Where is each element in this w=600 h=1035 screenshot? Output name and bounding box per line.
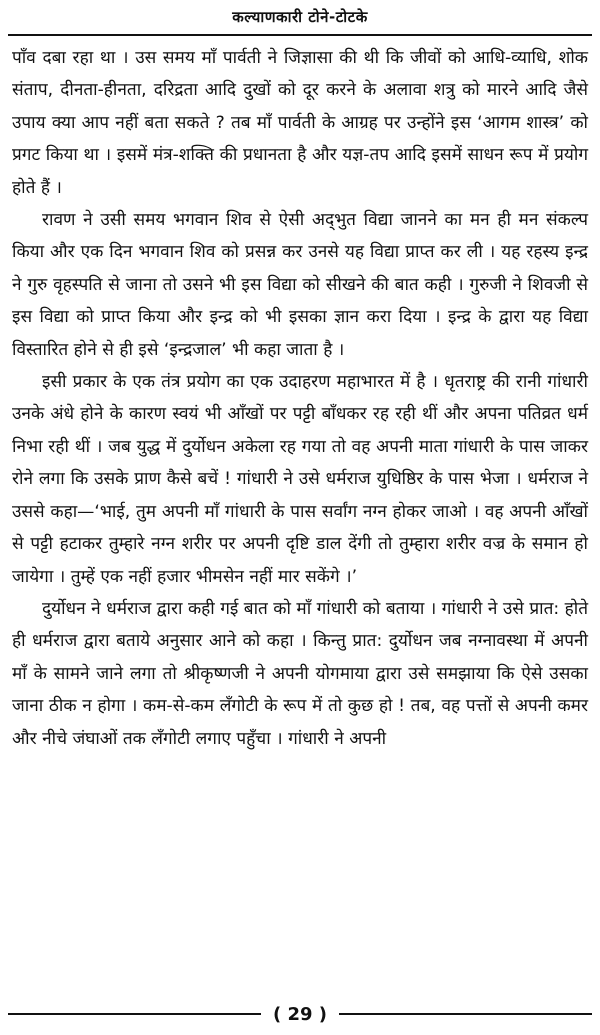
page-footer	[8, 999, 592, 1029]
paragraph-2: रावण ने उसी समय भगवान शिव से ऐसी अद्‌भुत विद्या जानने का मन ही मन संकल्प किया और एक दिन भगवान शिव को प्रसन्न कर उनसे यह विद्या प्राप्त कर ली । यह रहस्य इन्द्र ने गुरु वृहस्पति से जाना तो उसने भी इस विद्या को सीखने की बात कही । गुरुजी ने शिवजी से इस विद्या को प्राप्त किया और इन्द्र को भी इसका ज्ञान करा दिया । इन्द्र के द्वारा यह विद्या विस्तारित होने से ही इसे ‘इन्द्रजाल’ भी कहा जाता है ।	[12, 210, 588, 360]
page-number: ( 29 )	[272, 1003, 328, 1025]
footer-rule-left	[8, 1013, 261, 1015]
footer-rule-right	[339, 1013, 592, 1015]
page-body	[6, 36, 594, 755]
header-title: कल्याणकारी टोने-टोटके	[232, 8, 368, 26]
paragraph-1: पाँव दबा रहा था । उस समय माँ पार्वती ने जिज्ञासा की थी कि जीवों को आधि-व्याधि, शोक संताप, दीनता-हीनता, दरिद्रता आदि दुखों को दूर करने के अलावा शत्रु को मारने आदि जैसे उपाय क्या आप नहीं बता सकते ? तब माँ पार्वती के आग्रह पर उन्होंने इस ‘आगम शास्त्र’ को प्रगट किया था । इसमें मंत्र-शक्ति की प्रधानता है और यज्ञ-तप आदि इसमें साधन रूप में प्रयोग होते हैं ।	[12, 48, 588, 198]
paragraph-4: दुर्योधन ने धर्मराज द्वारा कही गई बात को माँ गांधारी को बताया । गांधारी ने उसे प्रात: होते ही धर्मराज द्वारा बताये अनुसार आने को कहा । किन्तु प्रात: दुर्योधन जब नग्नावस्था में अपनी माँ के सामने जाने लगा तो श्रीकृष्णजी ने अपनी योगमाया द्वारा उसे समझाया कि ऐसे उसका जाना ठीक न होगा । कम-से-कम लँगोटी के रूप में तो कुछ हो ! तब, वह पत्तों से अपनी कमर और नीचे जंघाओं तक लँगोटी लगाए पहुँचा । गांधारी ने अपनी	[12, 598, 588, 749]
paragraph-3: इसी प्रकार के एक तंत्र प्रयोग का एक उदाहरण महाभारत में है । धृतराष्ट्र की रानी गांधारी उनके अंधे होने के कारण स्वयं भी आँखों पर पट्टी बाँधकर रह रही थीं और अपना पतिव्रत धर्म निभा रही थीं । जब युद्ध में दुर्योधन अकेला रह गया तो वह अपनी माता गांधारी के पास जाकर रोने लगा कि उसके प्राण कैसे बचें ! गांधारी ने उसे धर्मराज युधिष्ठिर के पास भेजा । धर्मराज ने उससे कहा—‘भाई, तुम अपनी माँ गांधारी के पास सर्वांग नग्न होकर जाओ । वह अपनी आँखों से पट्टी हटाकर तुम्हारे नग्न शरीर पर अपनी दृष्टि डाल देंगी तो तुम्हारा शरीर वज्र के समान हो जायेगा । तुम्हें एक नहीं हजार भीमसेन नहीं मार सकेंगे ।’	[12, 372, 588, 587]
running-header	[8, 0, 592, 36]
